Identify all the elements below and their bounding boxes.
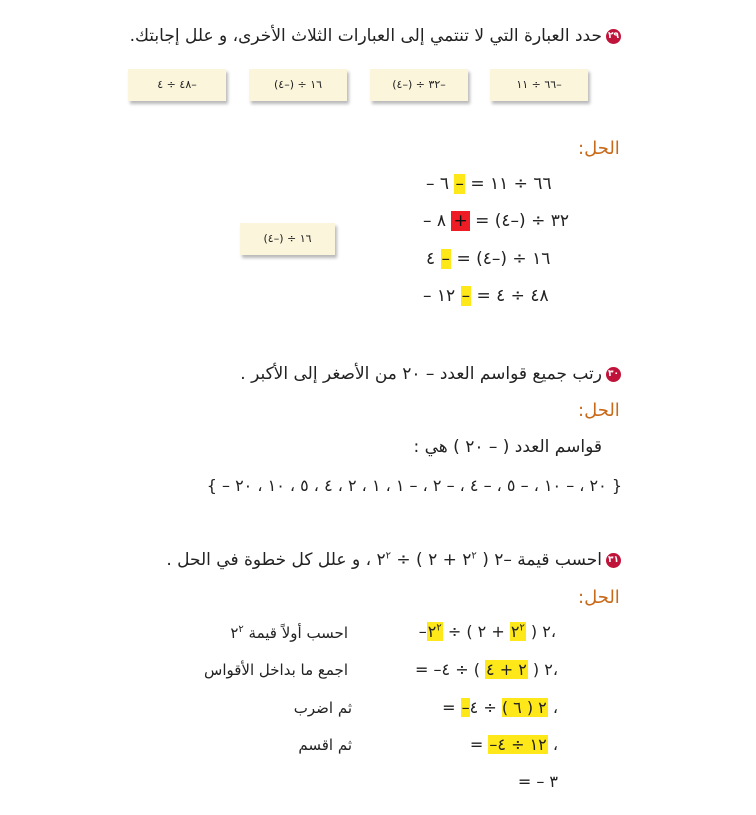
row-expression: – ٣٢ ÷ (–٤) = (423, 211, 569, 231)
step-part: = –٢ ( (415, 660, 553, 679)
question-31-part: ، و علل كل خطوة في الحل . (166, 550, 377, 570)
division-row-3 (426, 249, 550, 269)
option-card-1: –٦٦ ÷ ١١ (490, 69, 588, 101)
step-4-note: ثم اقسم (298, 736, 352, 754)
highlight: ٢ + ٤ (486, 660, 527, 679)
highlight: –١٢ ÷ ٤ (489, 735, 547, 754)
step-2-expression (415, 660, 558, 679)
highlight: $٢^٢$ (427, 622, 442, 641)
result-value: ٨ (436, 211, 447, 231)
division-row-2 (423, 211, 569, 231)
row-expression: ١٦ ÷ (–٤) = (456, 249, 551, 269)
row-expression: – ٦٦ ÷ ١١ = (426, 174, 552, 194)
result-value: ٤ (426, 249, 436, 269)
option-card-3: ١٦ ÷ (–٤) (249, 69, 347, 101)
exponent: ٢ (385, 550, 391, 562)
step-5-expression: = – ٣ (517, 772, 558, 791)
step-3-note: ثم اضرب (293, 699, 352, 717)
step-part: ) ÷ ٤، (441, 660, 558, 679)
question-31-part: احسب قيمة –٢ ( ٢ (462, 550, 602, 570)
step-part: + ٢ ) ÷ (442, 622, 510, 641)
answer-card: ١٦ ÷ (–٤) (240, 223, 335, 255)
solution-label-31: الحل: (578, 587, 620, 608)
step-part: = (469, 735, 489, 754)
division-row-4 (423, 286, 549, 306)
question-30-statement: رتب جميع قواسم العدد – ٢٠ من الأصغر إلى الأكبر . (240, 364, 602, 384)
row-expression: – ٤٨ ÷ ٤ = (423, 286, 549, 306)
question-number-badge: ٢٩ (606, 29, 621, 44)
solution-label-29: الحل: (578, 138, 620, 159)
division-row-1 (426, 174, 552, 194)
highlight: $٢^٢$ (510, 622, 525, 641)
question-number-badge: ٣٠ (606, 367, 621, 382)
result-sign: – (441, 249, 451, 269)
result-sign: – (461, 286, 471, 306)
question-31-part: + ٢ ) ÷ ٢ (376, 550, 463, 570)
divisors-title: قواسم العدد ( – ٢٠ ) هي : (413, 437, 602, 457)
option-card-2: –٣٢ ÷ (–٤) (370, 69, 468, 101)
step-part: –٢ ( (418, 622, 551, 641)
step-part: = (442, 698, 461, 717)
question-30-text (240, 364, 621, 384)
step-3-expression (442, 698, 558, 717)
step-part: ، (547, 735, 558, 754)
divisors-set: { – ٢٠ ، – ١٠ ، – ٥ ، – ٤ ، – ٢ ، – ١ ، ١ ، ٢ ، ٤ ، ٥ ، ١٠ ، ٢٠ } (206, 476, 622, 495)
option-card-4: –٤٨ ÷ ٤ (128, 69, 226, 101)
result-sign: + (453, 211, 468, 231)
result-sign: – (455, 174, 464, 194)
step-1-note: احسب أولاً قيمة $٢^٢$ (230, 624, 348, 642)
step-part: ÷ ٤ ، (469, 698, 558, 717)
question-29-statement: حدد العبارة التي لا تنتمي إلى العبارات الثلاث الأخرى، و علل إجابتك. (129, 26, 602, 46)
result-value: ٦ (439, 174, 450, 194)
step-1-expression (419, 622, 556, 641)
question-31-text (166, 550, 621, 570)
solution-label-30: الحل: (578, 400, 620, 421)
result-value: ١٢ (436, 286, 456, 306)
step-4-expression (470, 735, 558, 754)
highlight: –٢ ( ٦ ) (461, 698, 547, 717)
question-number-badge: ٣١ (606, 553, 621, 568)
exponent: ٢ (471, 550, 477, 562)
step-part: ، (550, 622, 556, 641)
question-29-text (130, 26, 621, 46)
step-2-note: اجمع ما بداخل الأقواس (204, 661, 348, 679)
